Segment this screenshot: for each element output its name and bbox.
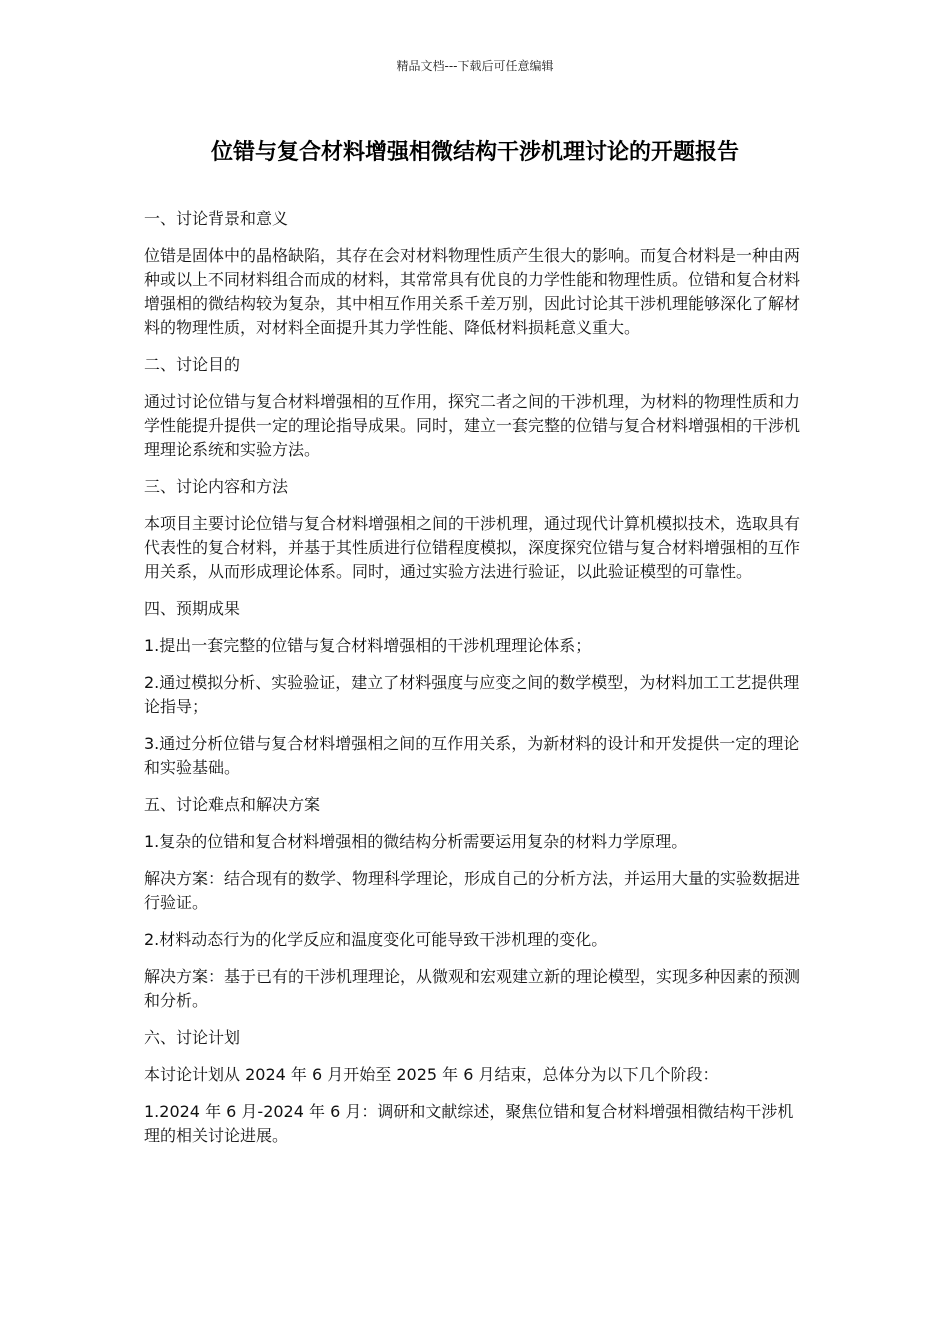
paragraph: 本讨论计划从 2024 年 6 月开始至 2025 年 6 月结束，总体分为以下几个阶段： [144,1065,719,1084]
paragraph: 解决方案：基于已有的干涉机理理论，从微观和宏观建立新的理论模型，实现多种因素的预测和分析。 [144,967,801,1010]
document-body [144,207,800,1161]
list-item: 1.2024 年 6 月-2024 年 6 月：调研和文献综述，聚焦位错和复合材料增强相微结构干涉机理的相关讨论进展。 [144,1102,794,1145]
section-heading: 六、讨论计划 [144,1028,241,1047]
list-item: 2.通过模拟分析、实验验证，建立了材料强度与应变之间的数学模型，为材料加工工艺提供理论指导； [144,673,800,716]
paragraph: 解决方案：结合现有的数学、物理科学理论，形成自己的分析方法，并运用大量的实验数据进行验证。 [144,869,801,912]
section-heading: 四、预期成果 [144,599,241,618]
section-heading: 五、讨论难点和解决方案 [144,795,321,814]
paragraph: 本项目主要讨论位错与复合材料增强相之间的干涉机理，通过现代计算机模拟技术，选取具有代表性的复合材料，并基于其性质进行位错程度模拟，深度探究位错与复合材料增强相的互作用关系，从而形成理论体系。同时，通过实验方法进行验证，以此验证模型的可靠性。 [144,514,801,581]
list-item: 1.复杂的位错和复合材料增强相的微结构分析需要运用复杂的材料力学原理。 [144,832,688,851]
section-heading: 二、讨论目的 [144,355,241,374]
list-item: 1.提出一套完整的位错与复合材料增强相的干涉机理理论体系； [144,636,592,655]
list-item: 3.通过分析位错与复合材料增强相之间的互作用关系，为新材料的设计和开发提供一定的理论和实验基础。 [144,734,800,777]
list-item: 2.材料动态行为的化学反应和温度变化可能导致干涉机理的变化。 [144,930,608,949]
paragraph: 通过讨论位错与复合材料增强相的互作用，探究二者之间的干涉机理，为材料的物理性质和力学性能提升提供一定的理论指导成果。同时，建立一套完整的位错与复合材料增强相的干涉机理理论系统和实验方法。 [144,392,801,459]
section-heading: 一、讨论背景和意义 [144,209,289,228]
section-heading: 三、讨论内容和方法 [144,477,289,496]
document-title: 位错与复合材料增强相微结构干涉机理讨论的开题报告 [210,140,739,165]
page-header: 精品文档---下载后可任意编辑 [396,59,554,73]
paragraph: 位错是固体中的晶格缺陷，其存在会对材料物理性质产生很大的影响。而复合材料是一种由两种或以上不同材料组合而成的材料，其常常具有优良的力学性能和物理性质。位错和复合材料增强相的微结构较为复杂，其中相互作用关系千差万别，因此讨论其干涉机理能够深化了解材料的物理性质，对材料全面提升其力学性能、降低材料损耗意义重大。 [144,246,801,337]
